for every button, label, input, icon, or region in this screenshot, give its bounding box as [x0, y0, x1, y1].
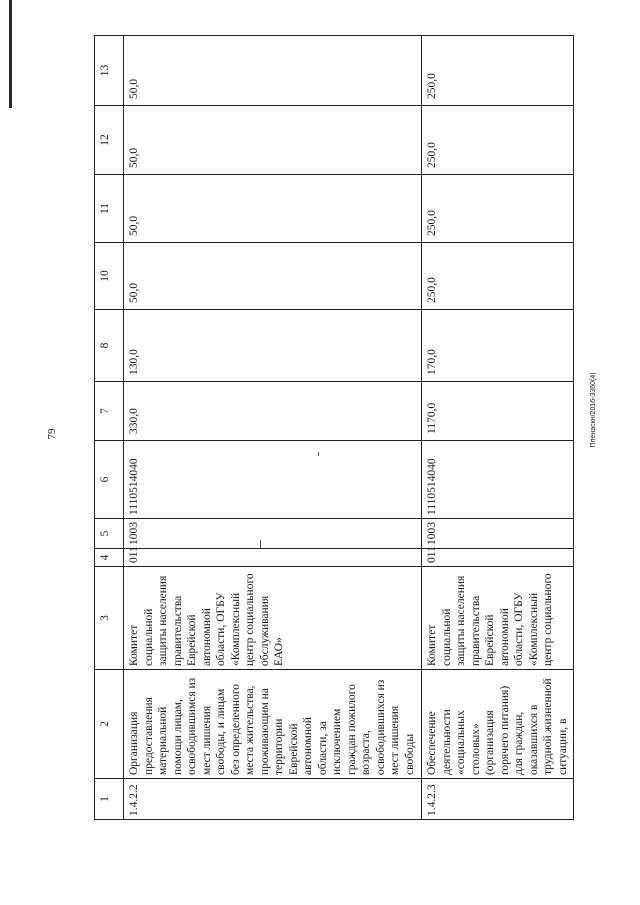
csr-code: 1110514040: [124, 441, 422, 519]
grbs-code: 011: [124, 549, 422, 567]
budget-table-rotated: [94, 36, 568, 820]
column-header: 12: [95, 106, 124, 175]
column-header: 4: [95, 549, 124, 567]
value-col-13: 50,0: [124, 36, 422, 106]
column-header: 13: [95, 36, 124, 106]
column-number-row: [95, 36, 124, 820]
column-header: 2: [95, 670, 124, 779]
column-header: 7: [95, 382, 124, 441]
value-col-11: 50,0: [124, 175, 422, 243]
rzpr-code: 1003: [422, 519, 574, 549]
value-total: 330,0: [124, 382, 422, 441]
value-col-10: 250,0: [422, 243, 574, 310]
activity-name: Обеспечение деятельности «социальных столовых» (организация горячего питания) для граждан, оказавшихся в трудной жизненной ситуации, в: [422, 670, 574, 779]
column-header: 10: [95, 243, 124, 310]
executor: Комитет социальной защиты населения правительства Еврейской автономной области, ОГБУ «Комплексный центр социального: [422, 567, 574, 670]
value-col-13: 250,0: [422, 36, 574, 106]
value-col-8: 170,0: [422, 310, 574, 382]
activity-name: Организация предоставления материальной помощи лицам, освободившимся из мест лишения свободы, и лицам без определенного места жительства, проживающим на территории Еврейской автономной области, за исключением граждан пожилого возраста, освободившихся из мест лишения свободы: [124, 670, 422, 779]
column-header: 5: [95, 519, 124, 549]
column-header: 1: [95, 779, 124, 820]
column-header: 6: [95, 441, 124, 519]
page-number: 79: [46, 428, 58, 440]
document-code: Пленаскн/2016-3360(4): [590, 372, 597, 448]
binding-line: [9, 0, 12, 108]
csr-code: 1110514040: [422, 441, 574, 519]
column-header: 8: [95, 310, 124, 382]
value-col-12: 50,0: [124, 106, 422, 175]
grbs-code: 011: [422, 549, 574, 567]
rzpr-code: 1003: [124, 519, 422, 549]
column-header: 11: [95, 175, 124, 243]
budget-table: [94, 35, 574, 820]
value-col-12: 250,0: [422, 106, 574, 175]
value-col-10: 50,0: [124, 243, 422, 310]
row-code: 1.4.2.2: [124, 779, 422, 820]
column-header: 3: [95, 567, 124, 670]
value-total: 1170,0: [422, 382, 574, 441]
table-row: [422, 36, 574, 820]
value-col-8: 130,0: [124, 310, 422, 382]
table-row: [124, 36, 422, 820]
value-col-11: 250,0: [422, 175, 574, 243]
row-code: 1.4.2.3: [422, 779, 574, 820]
executor: Комитет социальной защиты населения правительства Еврейской автономной области, ОГБУ «Комплексный центр социального обслуживания ЕАО»: [124, 567, 422, 670]
